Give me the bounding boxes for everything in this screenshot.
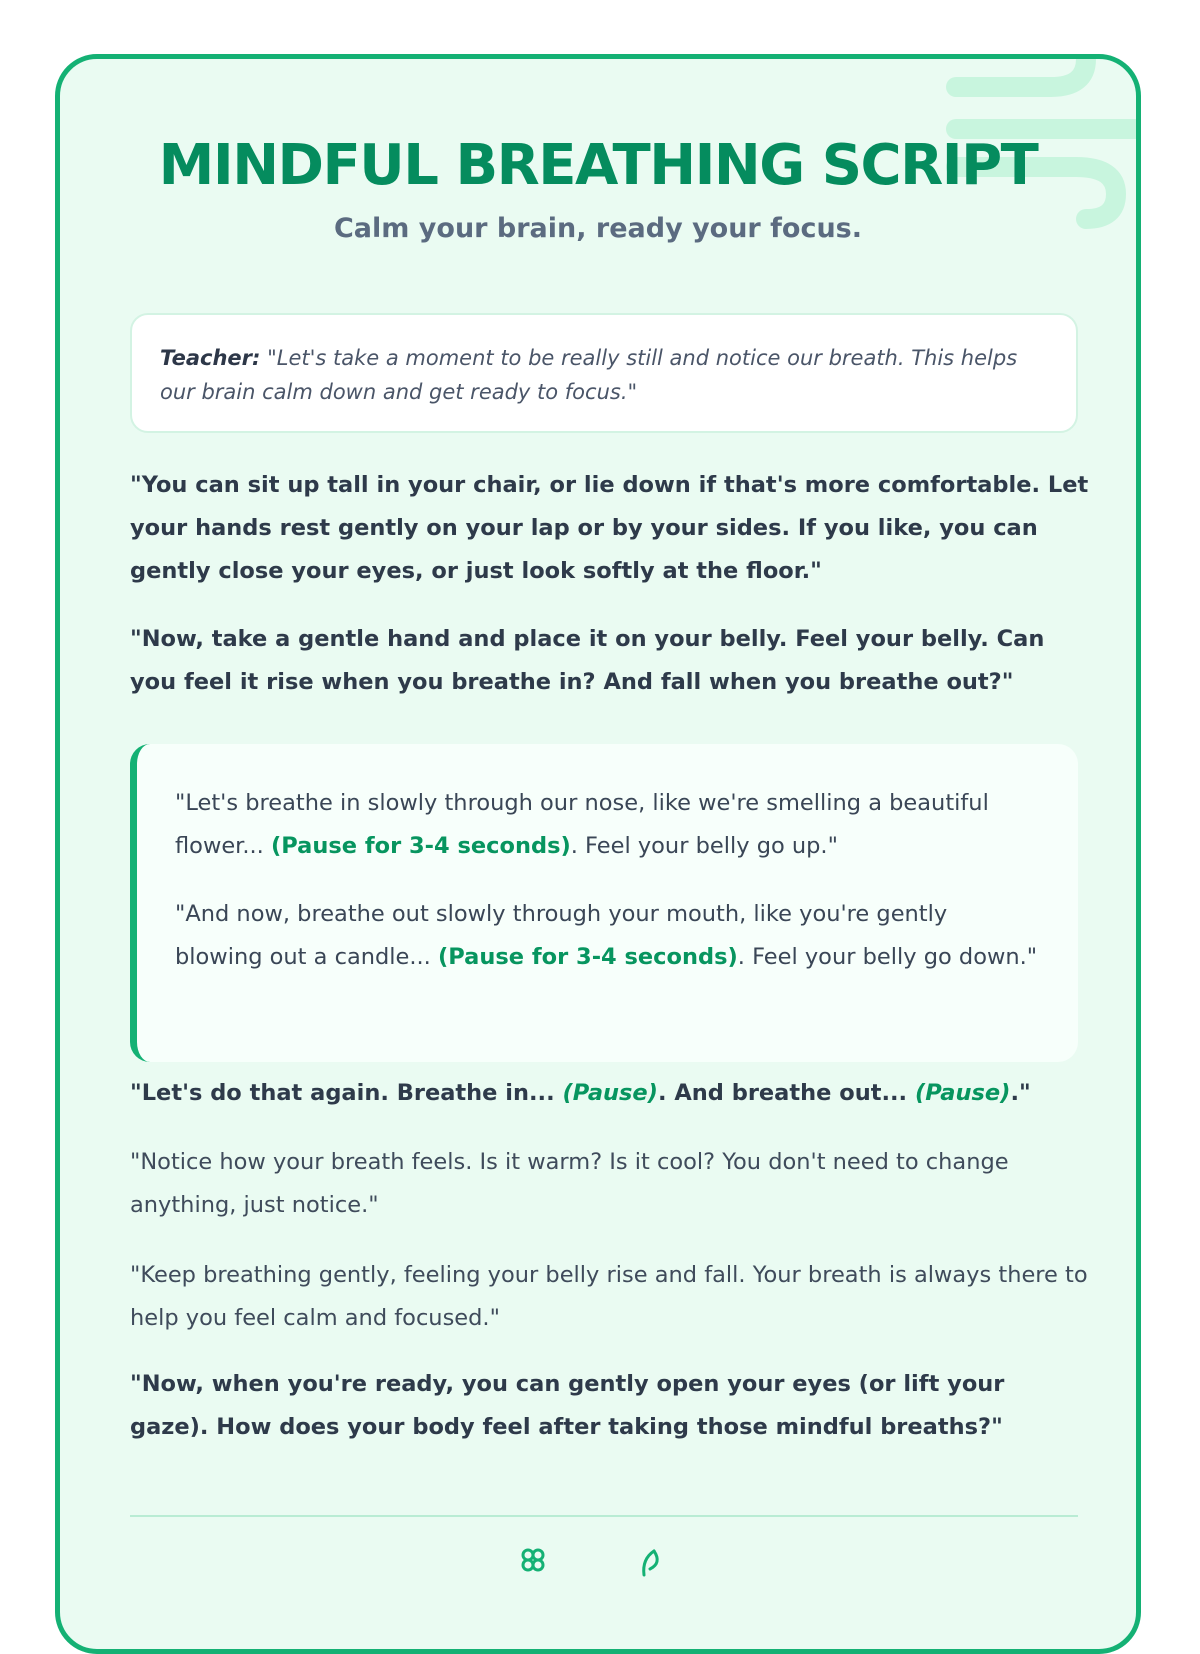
exhale-end: . Feel your belly go down." [737, 944, 1038, 970]
inhale-text: "Let's breathe in slowly through our nose, like we're smelling a beautiful flower... [175, 790, 989, 859]
inhale-step [175, 782, 1040, 868]
repeat-instruction [130, 1072, 1090, 1115]
inhale-end: . Feel your belly go up." [570, 833, 838, 859]
inhale-pause: (Pause for 3-4 seconds) [270, 833, 571, 859]
belly-instruction: "Now, take a gentle hand and place it on your belly. Feel your belly. Can you feel it rise when you breathe in? And fall when you breathe out?" [130, 626, 1045, 695]
page-subtitle: Calm your brain, ready your focus. [333, 213, 863, 244]
script-card [55, 54, 1141, 1654]
repeat-start: "Let's do that again. Breathe in... [130, 1080, 563, 1106]
posture-instruction: "You can sit up tall in your chair, or lie down if that's more comfortable. Let your hands rest gently on your lap or by your sides. If you like, you can gently close your eyes, or just look softly at the floor." [130, 472, 1089, 584]
exhale-step [175, 893, 1040, 979]
exhale-pause: (Pause for 3-4 seconds) [438, 944, 738, 970]
exhale-text: "And now, breathe out slowly through your mouth, like you're gently blowing out a candle... [175, 901, 948, 970]
repeat-pause-in: (Pause) [562, 1080, 658, 1106]
notice-instruction: "Notice how your breath feels. Is it warm? Is it cool? You don't need to change anything, just notice." [130, 1149, 1009, 1218]
page-title: MINDFUL BREATHING SCRIPT [158, 133, 1038, 198]
teacher-intro [130, 313, 1078, 433]
closing-instruction: "Now, when you're ready, you can gently open your eyes (or lift your gaze). How does your body feel after taking those mindful breaths?" [130, 1371, 1005, 1440]
flower-icon [520, 1547, 546, 1577]
leaf-icon [638, 1547, 664, 1577]
repeat-end: ." [1010, 1080, 1031, 1106]
breathing-steps [130, 744, 1078, 1062]
footer-divider [130, 1515, 1078, 1517]
repeat-pause-out: (Pause) [914, 1080, 1011, 1106]
repeat-middle: . And breathe out... [657, 1080, 915, 1106]
teacher-label: Teacher: [160, 346, 261, 370]
teacher-quote: "Let's take a moment to be really still and notice our breath. This helps our brain calm down and get ready to focus." [160, 346, 1018, 404]
keep-breathing-instruction: "Keep breathing gently, feeling your belly rise and fall. Your breath is always there to help you feel calm and focused." [130, 1262, 1088, 1331]
